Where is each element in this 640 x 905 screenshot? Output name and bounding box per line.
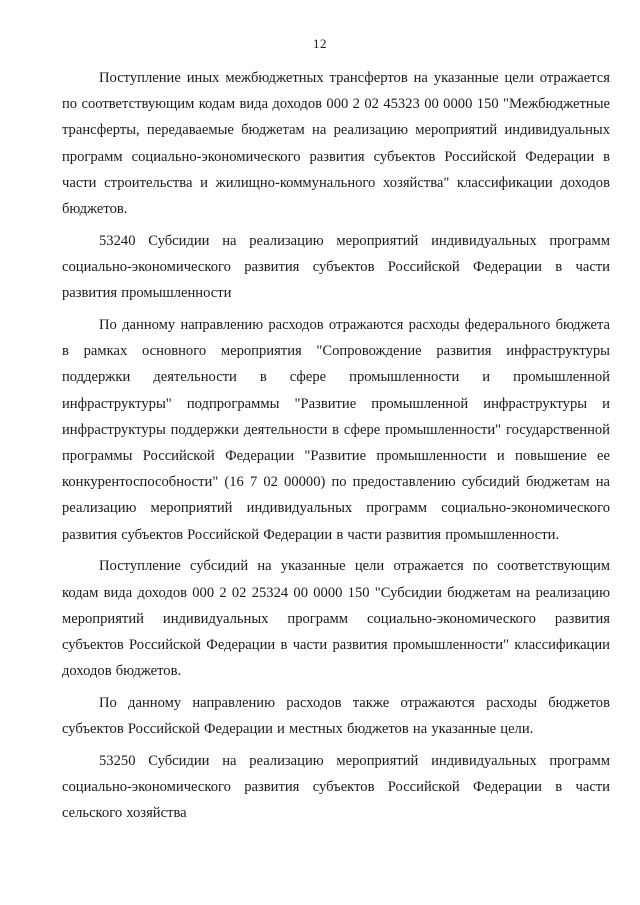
heading-53250: 53250 Субсидии на реализацию мероприятий индивидуальных программ социально-экономического развития субъектов Российской Федерации в части сельского хозяйства	[62, 753, 610, 822]
paragraph-regional-expenses: По данному направлению расходов также отражаются расходы бюджетов субъектов Российской Федерации и местных бюджетов на указанные цели.	[62, 695, 610, 738]
paragraph-subsidies-income: Поступление субсидий на указанные цели отражается по соответствующим кодам вида доходов 000 2 02 25324 00 0000 150 "Субсидии бюджетам на реализацию мероприятий индивидуальных программ социально-экономического развития субъектов Российской Федерации в части развития промышленности" классификации доходов бюджетов.	[62, 558, 610, 680]
document-body	[62, 65, 610, 832]
heading-53240: 53240 Субсидии на реализацию мероприятий индивидуальных программ социально-экономического развития субъектов Российской Федерации в части развития промышленности	[62, 232, 610, 302]
paragraph-53240-expenses: По данному направлению расходов отражаются расходы федерального бюджета в рамках основного мероприятия "Сопровождение развития инфраструктуры поддержки деятельности в сфере промышленности и промышленной инфраструктуры" подпрограммы "Развитие промышленной инфраструктуры и инфраструктуры поддержки деятельности в сфере промышленности" государственной программы Российской Федерации "Развитие промышленности и повышение ее конкурентоспособности" (16 7 02 00000) по предоставлению субсидий бюджетам на реализацию мероприятий индивидуальных программ социально-экономического развития субъектов Российской Федерации в части развития промышленности.	[62, 317, 610, 543]
page-number: 12	[313, 36, 327, 51]
paragraph-transfers-income: Поступление иных межбюджетных трансфертов на указанные цели отражается по соответствующим кодам вида доходов 000 2 02 45323 00 0000 150 "Межбюджетные трансферты, передаваемые бюджетам на реализацию мероприятий индивидуальных программ социально-экономического развития субъектов Российской Федерации в части строительства и жилищно-коммунального хозяйства" классификации доходов бюджетов.	[62, 70, 610, 218]
